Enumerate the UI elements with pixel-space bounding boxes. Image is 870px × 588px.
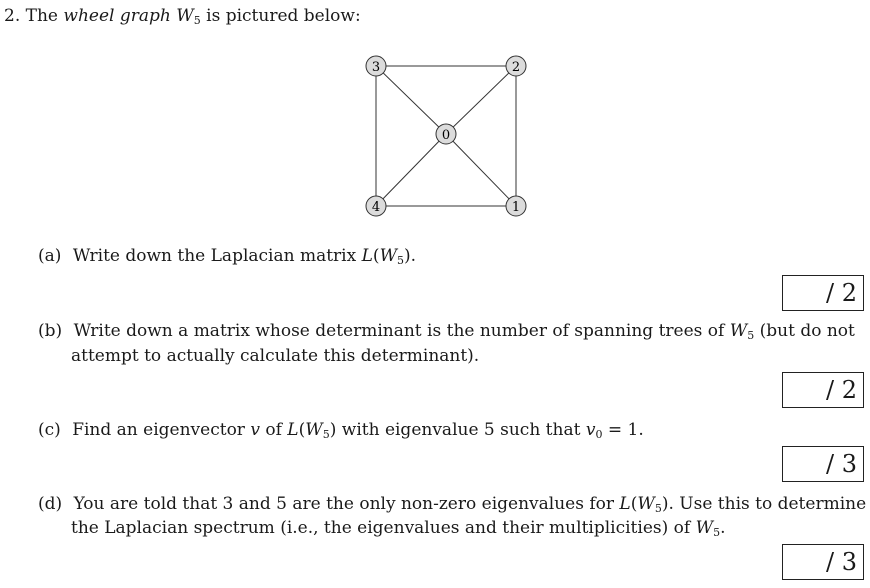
part-c-text4: = 1. (607, 420, 644, 440)
part-a-label: (a) (38, 246, 62, 266)
part-d-end2: . (720, 518, 726, 538)
vertex-1 (506, 196, 526, 216)
part-c (38, 419, 644, 441)
edge-0-3 (376, 66, 446, 134)
edge-0-2 (446, 66, 516, 134)
intro-subscript: 5 (193, 14, 201, 27)
part-d-text2: Use this to determine (679, 494, 867, 514)
part-b-line1 (38, 320, 855, 342)
part-d-sub2: 5 (713, 526, 721, 539)
question-header (4, 5, 361, 27)
part-b-W: W (729, 321, 748, 341)
question-number: 2. (4, 6, 21, 26)
part-c-v0-sub: 0 (595, 428, 603, 441)
part-d-sub: 5 (654, 502, 662, 515)
part-c-v: v (250, 420, 260, 440)
part-d-text1: You are told that 3 and 5 are the only non-zero eigenvalues for (73, 494, 614, 514)
intro-term: wheel graph (63, 6, 171, 26)
part-c-open: ( (298, 420, 306, 440)
part-b-text: Write down a matrix whose determinant is the number of spanning trees of (73, 321, 725, 341)
part-d-W2: W (695, 518, 714, 538)
score-box-d[interactable]: / 3 (782, 544, 864, 580)
part-c-L: L (287, 420, 299, 440)
vertex-0 (436, 124, 456, 144)
part-c-text1: Find an eigenvector (72, 420, 245, 440)
vertex-label-1: 1 (511, 200, 521, 215)
part-c-text2: of (265, 420, 282, 440)
intro-symbol: W (176, 6, 194, 26)
part-d-line2-text: the Laplacian spectrum (i.e., the eigenvalues and their multiplicities) of (71, 518, 691, 538)
part-c-v0: v (585, 420, 596, 440)
part-d-W: W (637, 494, 655, 514)
vertex-4 (366, 196, 386, 216)
vertex-label-0: 0 (441, 128, 451, 143)
part-c-W: W (305, 420, 323, 440)
vertex-label-2: 2 (511, 60, 521, 75)
part-a-close: ). (404, 246, 417, 266)
vertex-label-4: 4 (371, 200, 381, 215)
part-d-line1 (38, 493, 866, 515)
score-box-c[interactable]: / 3 (782, 446, 864, 482)
wheel-graph-svg (360, 50, 540, 225)
part-b-label: (b) (38, 321, 63, 341)
part-d-line2 (71, 517, 725, 539)
vertex-2 (506, 56, 526, 76)
part-b-line1-end: (but do not (759, 321, 855, 341)
score-box-a[interactable]: / 2 (782, 275, 864, 311)
intro-post: is pictured below: (206, 6, 361, 26)
vertex-3 (366, 56, 386, 76)
intro-pre: The (25, 6, 58, 26)
part-a-sub: 5 (397, 254, 405, 267)
part-c-text3: with eigenvalue 5 such that (341, 420, 581, 440)
part-c-label: (c) (38, 420, 61, 440)
part-a-open: ( (372, 246, 380, 266)
vertex-label-3: 3 (371, 60, 381, 75)
edge-0-4 (376, 134, 446, 206)
part-a (38, 245, 416, 267)
part-a-W: W (379, 246, 398, 266)
edge-0-1 (446, 134, 516, 206)
part-c-close: ) (329, 420, 337, 440)
part-a-L: L (361, 246, 373, 266)
part-a-text: Write down the Laplacian matrix (72, 246, 357, 266)
part-b-sub: 5 (747, 329, 755, 342)
part-c-sub: 5 (322, 428, 330, 441)
wheel-graph-figure (360, 50, 540, 230)
part-b-line2: attempt to actually calculate this determinant). (71, 346, 480, 366)
part-d-close: ). (661, 494, 674, 514)
part-d-open: ( (630, 494, 638, 514)
part-d-label: (d) (38, 494, 63, 514)
part-d-L: L (619, 494, 631, 514)
score-box-b[interactable]: / 2 (782, 372, 864, 408)
